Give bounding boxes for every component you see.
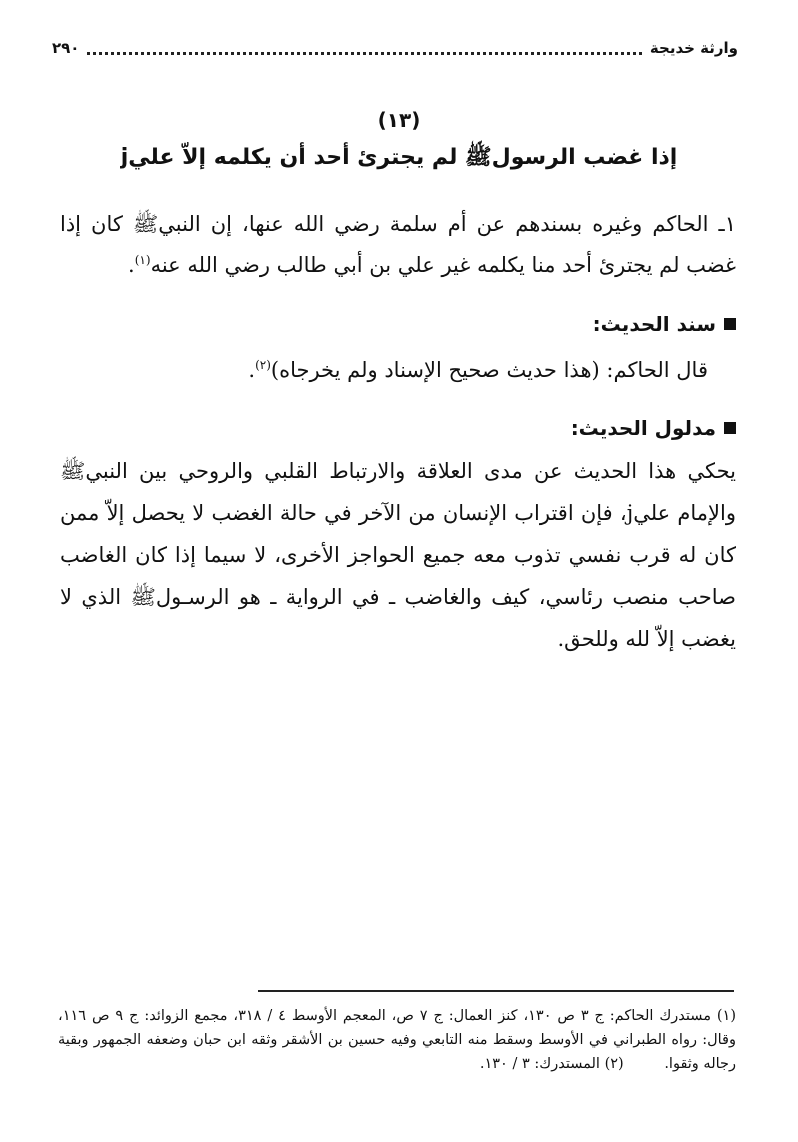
hadith-paragraph bbox=[60, 204, 736, 286]
commentary-paragraph: يحكي هذا الحديث عن مدى العلاقة والارتباط القلبي والروحي بين النبيﷺ والإمام عليj، فإن اقتراب الإنسان من الآخر في حالة الغضب لا يحصل إلاّ ممن كان له قرب نفسي تذوب معه جميع الحواجز الأخرى، لا سيما إذا كان الغاضب صاحب منصب رئاسي، كيف والغاضب ـ في الرواية ـ هو الرسـولﷺ الذي لا يغضب إلاّ لله وللحق. bbox=[60, 459, 737, 651]
square-bullet-icon bbox=[724, 422, 736, 434]
hakim-quote-text: قال الحاكم: (هذا حديث صحيح الإسناد ولم يخرجاه) bbox=[270, 358, 708, 382]
footnote-separator bbox=[258, 990, 734, 992]
section-heading-sanad bbox=[60, 312, 736, 336]
running-head-title: وارثة خديجة bbox=[649, 39, 738, 57]
chapter-title: إذا غضب الرسولﷺ لم يجترئ أحد أن يكلمه إلاّ عليj bbox=[120, 145, 678, 170]
footnote-1: (١) مستدرك الحاكم: ج ٣ ص ١٣٠، كنز العمال: ج ٧ ص، المعجم الأوسط ٤ / ٣١٨، مجمع الزوائد: ج ٩ ص ١١٦، وقال: رواه الطبراني في الأوسط وسقط منه التابعي وفيه حسين بن الأشقر وثقه ابن حبان وضعفه الجمهور وبقية رجاله وثقوا. bbox=[58, 1008, 737, 1072]
section-heading-madlool bbox=[60, 416, 736, 440]
hadith-end: . bbox=[128, 253, 135, 277]
footnotes bbox=[58, 1004, 736, 1076]
hakim-quote-end: . bbox=[248, 358, 256, 382]
square-bullet-icon bbox=[724, 318, 736, 330]
running-head-dots bbox=[87, 42, 641, 55]
footnote-2: (٢) المستدرك: ٣ / ١٣٠. bbox=[479, 1056, 624, 1072]
footnote-ref-2[interactable]: (٢) bbox=[255, 358, 271, 372]
section-heading-sanad-label: سند الحديث: bbox=[592, 312, 716, 336]
page-number: ٢٩٠ bbox=[52, 39, 80, 57]
hakim-quote bbox=[60, 350, 708, 390]
footnote-ref-1[interactable]: (١) bbox=[134, 253, 151, 267]
section-heading-madlool-label: مدلول الحديث: bbox=[570, 416, 716, 440]
chapter-number: (١٣) bbox=[377, 108, 421, 132]
running-head bbox=[52, 36, 738, 60]
hadith-text: ١ـ الحاكم وغيره بسندهم عن أم سلمة رضي الله عنها، إن النبيﷺ كان إذا غضب لم يجترئ أحد منا يكلمه غير علي بن أبي طالب رضي الله عنه bbox=[60, 212, 736, 277]
